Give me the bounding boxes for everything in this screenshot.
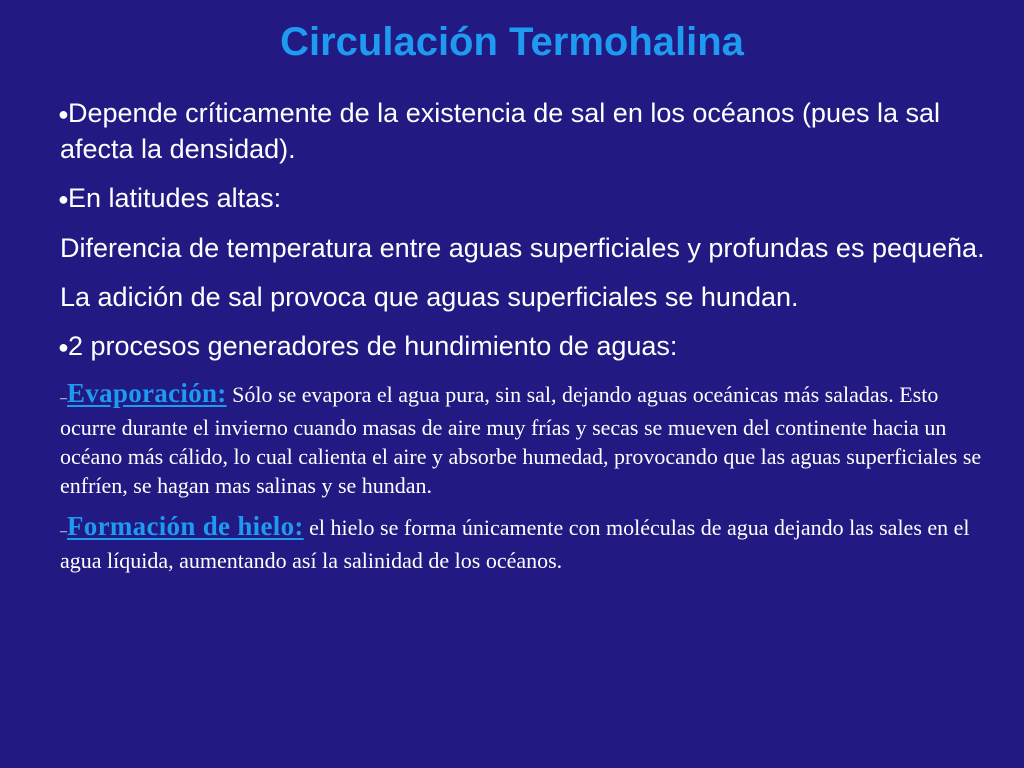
dash-icon: – bbox=[60, 524, 67, 539]
slide-content bbox=[60, 96, 990, 587]
paragraph-2-text: En latitudes altas: bbox=[68, 183, 282, 213]
bullet-paragraph-1 bbox=[60, 96, 990, 167]
paragraph-3 bbox=[60, 231, 990, 266]
process-evaporation bbox=[60, 379, 990, 500]
paragraph-3-text: Diferencia de temperatura entre aguas superficiales y profundas es pequeña. bbox=[60, 233, 985, 263]
slide-title: Circulación Termohalina bbox=[280, 20, 744, 64]
bullet-paragraph-5 bbox=[60, 329, 990, 365]
bullet-icon: ● bbox=[58, 104, 69, 124]
bullet-icon: ● bbox=[58, 189, 69, 209]
bullet-paragraph-2 bbox=[60, 181, 990, 217]
evaporation-term: Evaporación: bbox=[67, 378, 227, 408]
evaporation-text: Sólo se evapora el agua pura, sin sal, dejando aguas oceánicas más saladas. Esto ocurre durante el invierno cuando masas de aire muy frías y secas se mueven del continente hacia un océano más cálido, lo cual calienta el aire y absorbe humedad, provocando que las aguas superficiales se enfríen, se hagan mas salinas y se hundan. bbox=[60, 382, 982, 498]
paragraph-5-text: 2 procesos generadores de hundimiento de aguas: bbox=[68, 331, 678, 361]
process-ice-formation bbox=[60, 512, 990, 575]
dash-icon: – bbox=[60, 391, 67, 406]
paragraph-4-text: La adición de sal provoca que aguas superficiales se hundan. bbox=[60, 282, 799, 312]
ice-formation-text: el hielo se forma únicamente con moléculas de agua dejando las sales en el agua líquida, aumentando así la salinidad de los océanos. bbox=[60, 515, 970, 573]
ice-formation-term: Formación de hielo: bbox=[67, 511, 304, 541]
bullet-icon: ● bbox=[58, 337, 69, 357]
paragraph-4 bbox=[60, 280, 990, 315]
paragraph-1-text: Depende críticamente de la existencia de sal en los océanos (pues la sal afecta la densidad). bbox=[60, 98, 941, 164]
